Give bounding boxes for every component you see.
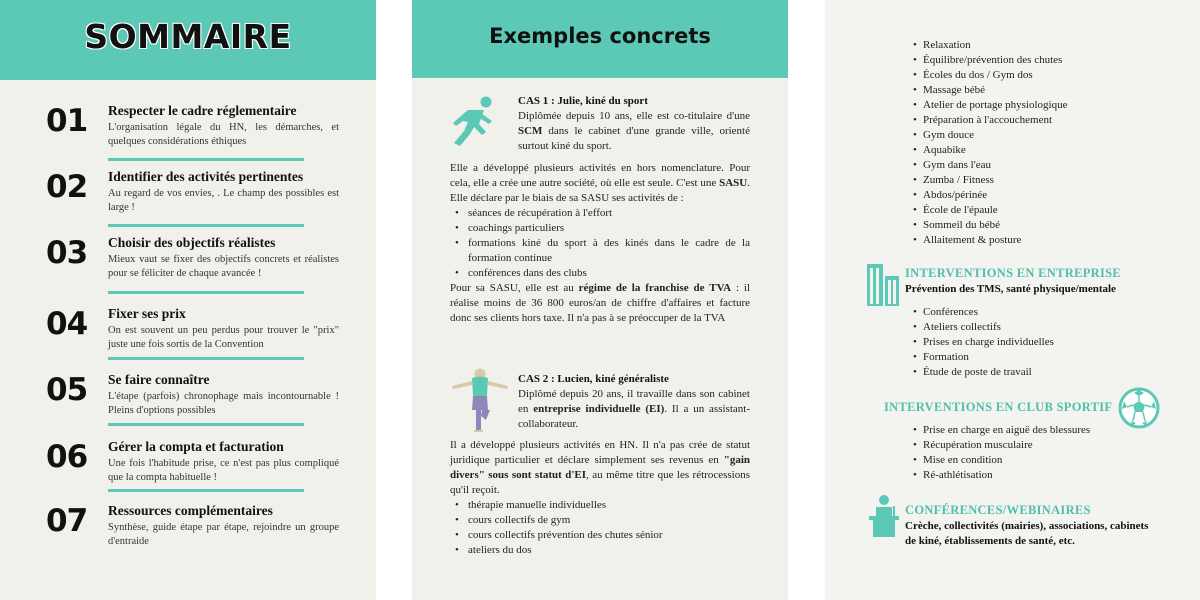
toc-description: Une fois l'habitude prise, ce n'est pas plus compliqué que la compta habituelle ! xyxy=(108,458,339,483)
toc-description: On est souvent un peu perdus pour trouver le "prix" juste une fois sortis de la Convention xyxy=(108,325,339,350)
text-run: , au même titre que les rétrocessions qu'il reçoit. xyxy=(450,469,750,496)
conf-subtitle: Crèche, collectivités (mairies), associations, cabinets de kiné, établissements de santé, etc. xyxy=(905,520,1149,547)
list-item: • Écoles du dos / Gym dos xyxy=(913,68,1068,83)
list-item: • Zumba / Fitness xyxy=(913,173,1068,188)
text-run: : il réalise moins de 36 800 euros/an de chiffre d'affaires et facture donc ses clients hors taxe. Il n'a pas à se préoccuper de la TVA xyxy=(450,282,751,324)
toc-divider xyxy=(108,224,304,227)
text-bold: entreprise individuelle (EI) xyxy=(533,403,665,415)
toc-divider xyxy=(108,423,304,426)
case1-intro xyxy=(518,94,750,154)
list-item: • Étude de poste de travail xyxy=(913,365,1054,380)
toc-item-02[interactable] xyxy=(0,169,376,229)
case1-intro-text xyxy=(518,109,750,154)
runner-icon xyxy=(446,94,502,150)
list-item: • Gym douce xyxy=(913,128,1068,143)
list-item: • ateliers du dos xyxy=(450,543,750,558)
list-item: • Prises en charge individuelles xyxy=(913,335,1054,350)
list-item: • Mise en condition xyxy=(913,453,1090,468)
toc-title: Gérer la compta et facturation xyxy=(108,439,284,454)
toc-item-03[interactable] xyxy=(0,235,376,295)
activities-page xyxy=(825,0,1200,600)
toc-divider xyxy=(108,291,304,294)
entreprise-subtitle: Prévention des TMS, santé physique/mentale xyxy=(905,283,1116,295)
case1-heading: CAS 1 : Julie, kiné du sport xyxy=(518,95,648,107)
toc-description: L'organisation légale du HN, les démarches, et quelques considérations éthiques xyxy=(108,122,339,147)
toc-divider xyxy=(108,158,304,161)
text-bold: "gain divers" sous sont statut d'EI xyxy=(450,454,750,481)
list-item: • Relaxation xyxy=(913,38,1068,53)
toc-item-07[interactable] xyxy=(0,503,376,563)
text-run: Elle a développé plusieurs activités en hors nomenclature. Pour cela, elle a crée une autre société, où elle est seule. C'est une xyxy=(450,162,750,189)
case2-heading: CAS 2 : Lucien, kiné généraliste xyxy=(518,373,669,385)
list-item: • Aquabike xyxy=(913,143,1068,158)
entreprise-title: INTERVENTIONS EN ENTREPRISE xyxy=(905,266,1122,280)
activities-list xyxy=(913,38,1068,248)
list-item: • séances de récupération à l'effort xyxy=(450,206,750,221)
toc-title: Choisir des objectifs réalistes xyxy=(108,235,276,250)
list-item: • Ateliers collectifs xyxy=(913,320,1054,335)
list-item: • Gym dans l'eau xyxy=(913,158,1068,173)
exemples-page xyxy=(412,0,788,600)
case1-para1 xyxy=(450,161,750,206)
list-item: • thérapie manuelle individuelles xyxy=(450,498,750,513)
text-run: Pour sa SASU, elle est au xyxy=(450,282,579,294)
toc-number: 05 xyxy=(46,372,88,408)
sommaire-title: SOMMAIRE xyxy=(84,17,292,56)
text-run: Diplômée depuis 10 ans, elle est co-titulaire d'une xyxy=(518,110,750,122)
text-run: dans le cabinet d'une grande ville, orienté surtout kiné du sport. xyxy=(518,125,750,152)
text-run: . Il a un assistant-collaborateur. xyxy=(518,403,750,430)
case2-intro xyxy=(518,372,750,432)
list-item: • Abdos/périnée xyxy=(913,188,1068,203)
toc-title: Se faire connaître xyxy=(108,372,210,387)
list-item: • École de l'épaule xyxy=(913,203,1068,218)
list-item: • Allaitement & posture xyxy=(913,233,1068,248)
list-item: • cours collectifs de gym xyxy=(450,513,750,528)
toc-number: 06 xyxy=(46,439,88,475)
case2-para1 xyxy=(450,438,750,498)
toc-number: 07 xyxy=(46,503,88,539)
list-item: • Récupération musculaire xyxy=(913,438,1090,453)
toc-divider xyxy=(108,489,304,492)
list-item: • Formation xyxy=(913,350,1054,365)
building-icon xyxy=(865,262,901,308)
toc-title: Ressources complémentaires xyxy=(108,503,273,518)
list-item: • Atelier de portage physiologique xyxy=(913,98,1068,113)
toc-number: 03 xyxy=(46,235,88,271)
list-item: • Massage bébé xyxy=(913,83,1068,98)
list-item: • coachings particuliers xyxy=(450,221,750,236)
club-list xyxy=(913,423,1090,483)
toc-description: L'étape (parfois) chronophage mais incontournable ! Pleins d'options possibles xyxy=(108,391,339,416)
list-item: • Préparation à l'accouchement xyxy=(913,113,1068,128)
toc-title: Fixer ses prix xyxy=(108,306,186,321)
list-item: • Équilibre/prévention des chutes xyxy=(913,53,1068,68)
toc-number: 02 xyxy=(46,169,88,205)
list-item: • Ré-athlétisation xyxy=(913,468,1090,483)
soccer-ball-icon xyxy=(1118,387,1160,429)
sommaire-page xyxy=(0,0,376,600)
toc-description: Au regard de vos envies, . Le champ des possibles est large ! xyxy=(108,188,339,213)
text-bold: SASU xyxy=(719,177,748,189)
list-item: • Conférences xyxy=(913,305,1054,320)
list-item: • conférences dans des clubs xyxy=(450,266,750,281)
case1-para2 xyxy=(450,281,750,326)
case1-activities-list xyxy=(450,206,750,281)
club-title: INTERVENTIONS EN CLUB SPORTIF xyxy=(884,400,1113,414)
toc-description: Synthèse, guide étape par étape, rejoindre un groupe d'entraide xyxy=(108,522,339,547)
toc-number: 01 xyxy=(46,103,88,139)
case1-body xyxy=(450,161,750,326)
case2-activities-list xyxy=(450,498,750,558)
toc-divider xyxy=(108,357,304,360)
toc-number: 04 xyxy=(46,306,88,342)
text-bold: SCM xyxy=(518,125,543,137)
entreprise-list xyxy=(913,305,1054,380)
list-item: • Prise en charge en aiguë des blessures xyxy=(913,423,1090,438)
speaker-podium-icon xyxy=(867,494,901,538)
list-item: • Sommeil du bébé xyxy=(913,218,1068,233)
toc-item-01[interactable] xyxy=(0,103,376,163)
toc-description: Mieux vaut se fixer des objectifs concrets et réalistes pour se féliciter de chaque avancée ! xyxy=(108,254,339,279)
yoga-icon xyxy=(448,366,512,434)
case2-body xyxy=(450,438,750,558)
list-item: • cours collectifs prévention des chutes sénior xyxy=(450,528,750,543)
text-bold: régime de la franchise de TVA xyxy=(578,282,732,294)
toc-title: Respecter le cadre réglementaire xyxy=(108,103,297,118)
text-run: Il a développé plusieurs activités en HN. Il n'a pas crée de statut juridique particulier et déclare simplement ses revenus en xyxy=(450,439,750,466)
case2-intro-text xyxy=(518,387,750,432)
text-run: Diplômé depuis 20 ans, il travaille dans son cabinet en xyxy=(518,388,750,415)
exemples-title: Exemples concrets xyxy=(489,24,711,48)
list-item: • formations kiné du sport à des kinés dans le cadre de la formation continue xyxy=(450,236,750,266)
toc-title: Identifier des activités pertinentes xyxy=(108,169,304,184)
conf-title: CONFÉRENCES/WEBINAIRES xyxy=(905,503,1091,517)
text-run: . Elle déclare par le biais de sa SASU ses activités de : xyxy=(450,177,750,204)
